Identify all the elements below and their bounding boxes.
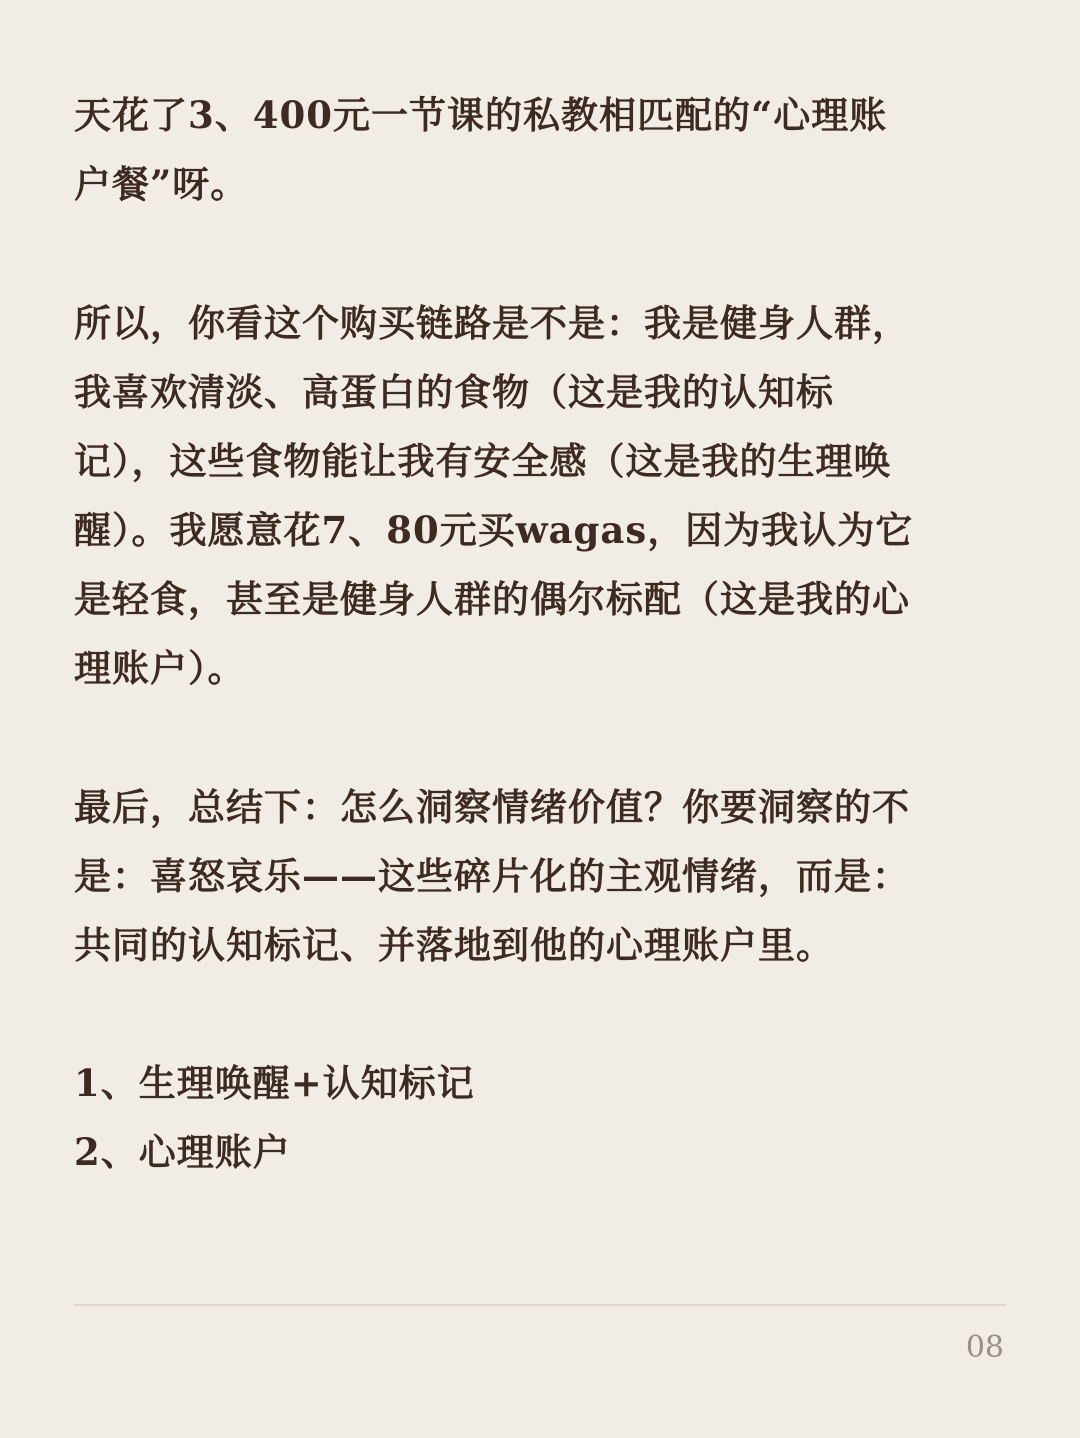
text-line: 天花了3、400元一节课的私教相匹配的“心理账 [74,93,888,137]
footer-divider [74,1304,1006,1306]
list-item: 1、生理唤醒+认知标记 [74,1061,475,1105]
text-line: 理账户）。 [74,646,246,690]
text-line: 是轻食，甚至是健身人群的偶尔标配（这是我的心 [74,577,910,621]
text-line: 所以，你看这个购买链路是不是：我是健身人群， [74,301,910,345]
list-item: 2、心理账户 [74,1130,291,1174]
text-line: 我喜欢清淡、高蛋白的食物（这是我的认知标 [74,370,834,414]
paragraph-summary [74,773,1004,980]
paragraph-list [74,1049,1004,1187]
text-line: 共同的认知标记、并落地到他的心理账户里。 [74,923,834,967]
text-line: 是：喜怒哀乐——这些碎片化的主观情绪，而是： [74,854,910,898]
text-line: 最后，总结下：怎么洞察情绪价值？你要洞察的不 [74,785,910,829]
page-number: 08 [965,1330,1004,1365]
paragraph-purchase-path [74,289,1004,703]
text-line: 醒）。我愿意花7、80元买wagas，因为我认为它 [74,508,914,552]
paragraph-intro [74,81,1004,219]
text-line: 户餐”呀。 [74,162,249,206]
text-line: 记），这些食物能让我有安全感（这是我的生理唤 [74,439,892,483]
